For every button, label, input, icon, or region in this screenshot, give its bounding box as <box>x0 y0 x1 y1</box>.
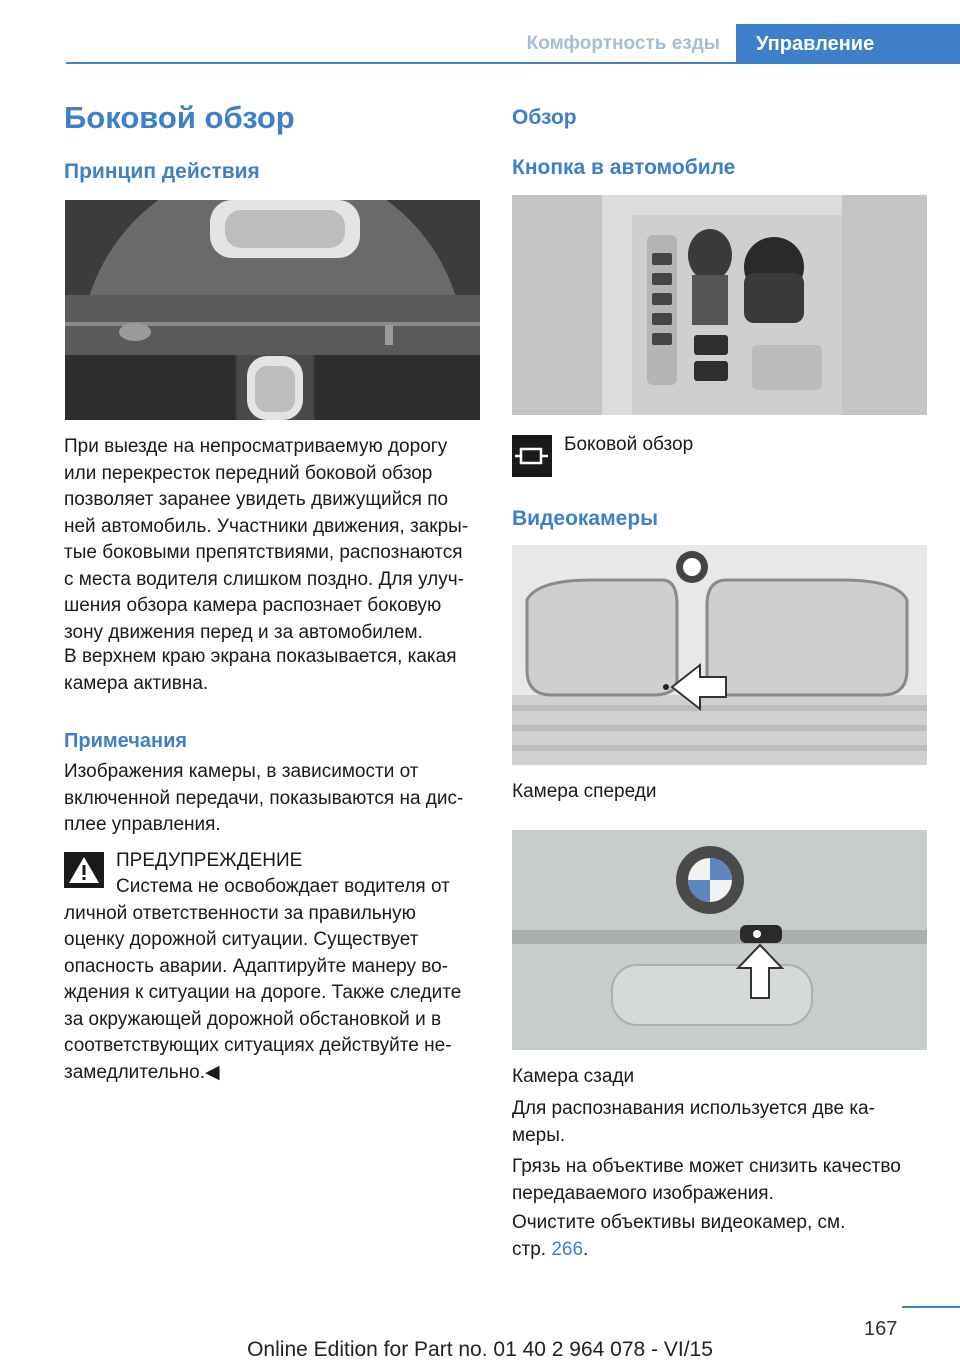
front-camera-photo <box>512 545 927 765</box>
paragraph-two-cameras: Для распознавания используется две ка- меры. <box>512 1098 875 1146</box>
section-heading-overview: Обзор <box>512 106 577 129</box>
side-view-button-icon <box>512 435 552 477</box>
header-rule <box>66 62 960 64</box>
rear-camera-photo <box>512 830 927 1050</box>
paragraph-principle: При выезде на непросматриваемую дорогу или перекресток передний боковой обзор позволяет заранее увидеть движущийся по ней автомобиль. Участники движения, закры- тые боковыми препятствиями, распознаются с места водителя слишком поздно. Для улуч- шения обзора камера распознает боковую зону движения перед и за автомобилем. <box>64 436 469 643</box>
front-camera-caption: Камера спереди <box>512 781 657 802</box>
header-section-tab: Комфортность езды <box>526 33 720 54</box>
page-number: 167 <box>864 1318 898 1340</box>
warning-text: Система не освобождает водителя от личной ответственности за правильную оценку дорожной ситуации. Существует опасность аварии. Адаптируйте манеру во- ждения к ситуации на дороге. Также следите за окружающей дорожной обстановкой и в соответствующих ситуациях действуйте не- замедлительно.◀ <box>64 876 462 1083</box>
section-heading-button: Кнопка в автомобиле <box>512 156 736 179</box>
section-heading-principle: Принцип действия <box>64 160 260 183</box>
footer-edition: Online Edition for Part no. 01 40 2 964 078 - VI/15 <box>247 1338 713 1361</box>
section-heading-cameras: Видеокамеры <box>512 507 659 530</box>
paragraph-clean-lenses: Очистите объективы видеокамер, см. стр. 266. <box>512 1212 846 1260</box>
paragraph-notes: Изображения камеры, в зависимости от включенной передачи, показываются на дис- плее управления. <box>64 761 464 835</box>
footer-rule <box>902 1306 960 1308</box>
paragraph-active-camera: В верхнем краю экрана показывается, какая камера активна. <box>64 646 457 694</box>
button-label: Боковой обзор <box>564 434 694 455</box>
page-reference-link[interactable]: 266 <box>551 1238 584 1260</box>
section-heading-notes: Примечания <box>64 730 188 752</box>
paragraph-dirt: Грязь на объективе может снизить качество передаваемого изображения. <box>512 1156 901 1204</box>
rear-camera-caption: Камера сзади <box>512 1066 635 1087</box>
header-chapter-tab: Управление <box>736 24 960 64</box>
side-view-diagram <box>65 200 480 420</box>
center-console-photo <box>512 195 927 415</box>
page-title: Боковой обзор <box>64 100 295 135</box>
warning-title: ПРЕДУПРЕЖДЕНИЕ <box>116 850 303 871</box>
